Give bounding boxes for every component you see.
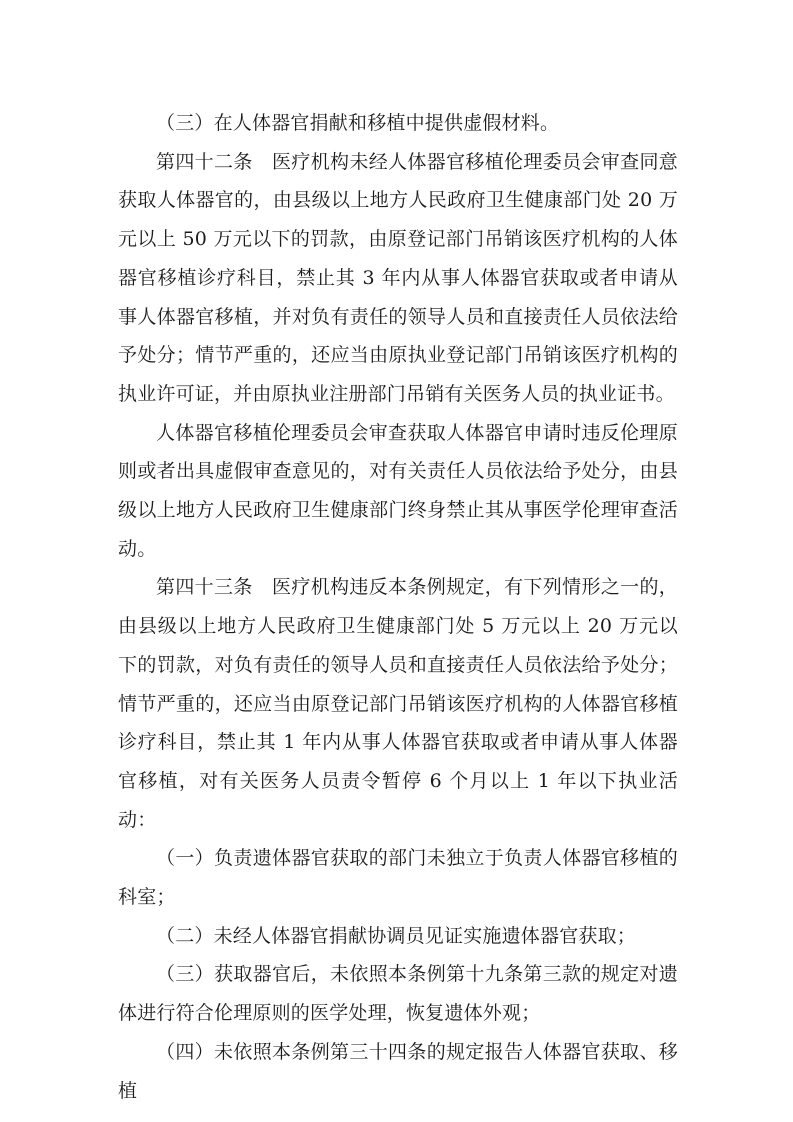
paragraph-item-4: （四）未依照本条例第三十四条的规定报告人体器官获取、移植: [118, 1040, 678, 1102]
paragraph-article-42: 第四十二条 医疗机构未经人体器官移植伦理委员会审查同意获取人体器官的，由县级以上地方人民政府卫生健康部门处 20 万元以上 50 万元以下的罚款，由原登记部门吊销该医疗机构的人体器官移植诊疗科目，禁止其 3 年内从事人体器官获取或者申请从事人体器官移植，并对负有责任的领导人员和直接责任人员依法给予处分；情节严重的，还应当由原执业登记部门吊销该医疗机构的执业许可证，并由原执业注册部门吊销有关医务人员的执业证书。: [118, 150, 678, 405]
paragraph-ethics-committee: 人体器官移植伦理委员会审查获取人体器官申请时违反伦理原则或者出具虚假审查意见的，对有关责任人员依法给予处分，由县级以上地方人民政府卫生健康部门终身禁止其从事医学伦理审查活动。: [118, 421, 678, 560]
paragraph-article-43: 第四十三条 医疗机构违反本条例规定，有下列情形之一的，由县级以上地方人民政府卫生健康部门处 5 万元以上 20 万元以下的罚款，对负有责任的领导人员和直接责任人员依法给予处分；情节严重的，还应当由原登记部门吊销该医疗机构的人体器官移植诊疗科目，禁止其 1 年内从事人体器官获取或者申请从事人体器官移植，对有关医务人员责令暂停 6 个月以上 1 年以下执业活动：: [118, 576, 678, 831]
paragraph-item-2: （二）未经人体器官捐献协调员见证实施遗体器官获取；: [156, 924, 637, 947]
paragraph-item-3: （三）获取器官后，未依照本条例第十九条第三款的规定对遗体进行符合伦理原则的医学处理，恢复遗体外观；: [118, 963, 678, 1025]
paragraph-item-1: （一）负责遗体器官获取的部门未独立于负责人体器官移植的科室；: [118, 847, 678, 909]
document-body: [118, 104, 678, 1110]
paragraph-item-3-false-materials: （三）在人体器官捐献和移植中提供虚假材料。: [156, 112, 560, 134]
